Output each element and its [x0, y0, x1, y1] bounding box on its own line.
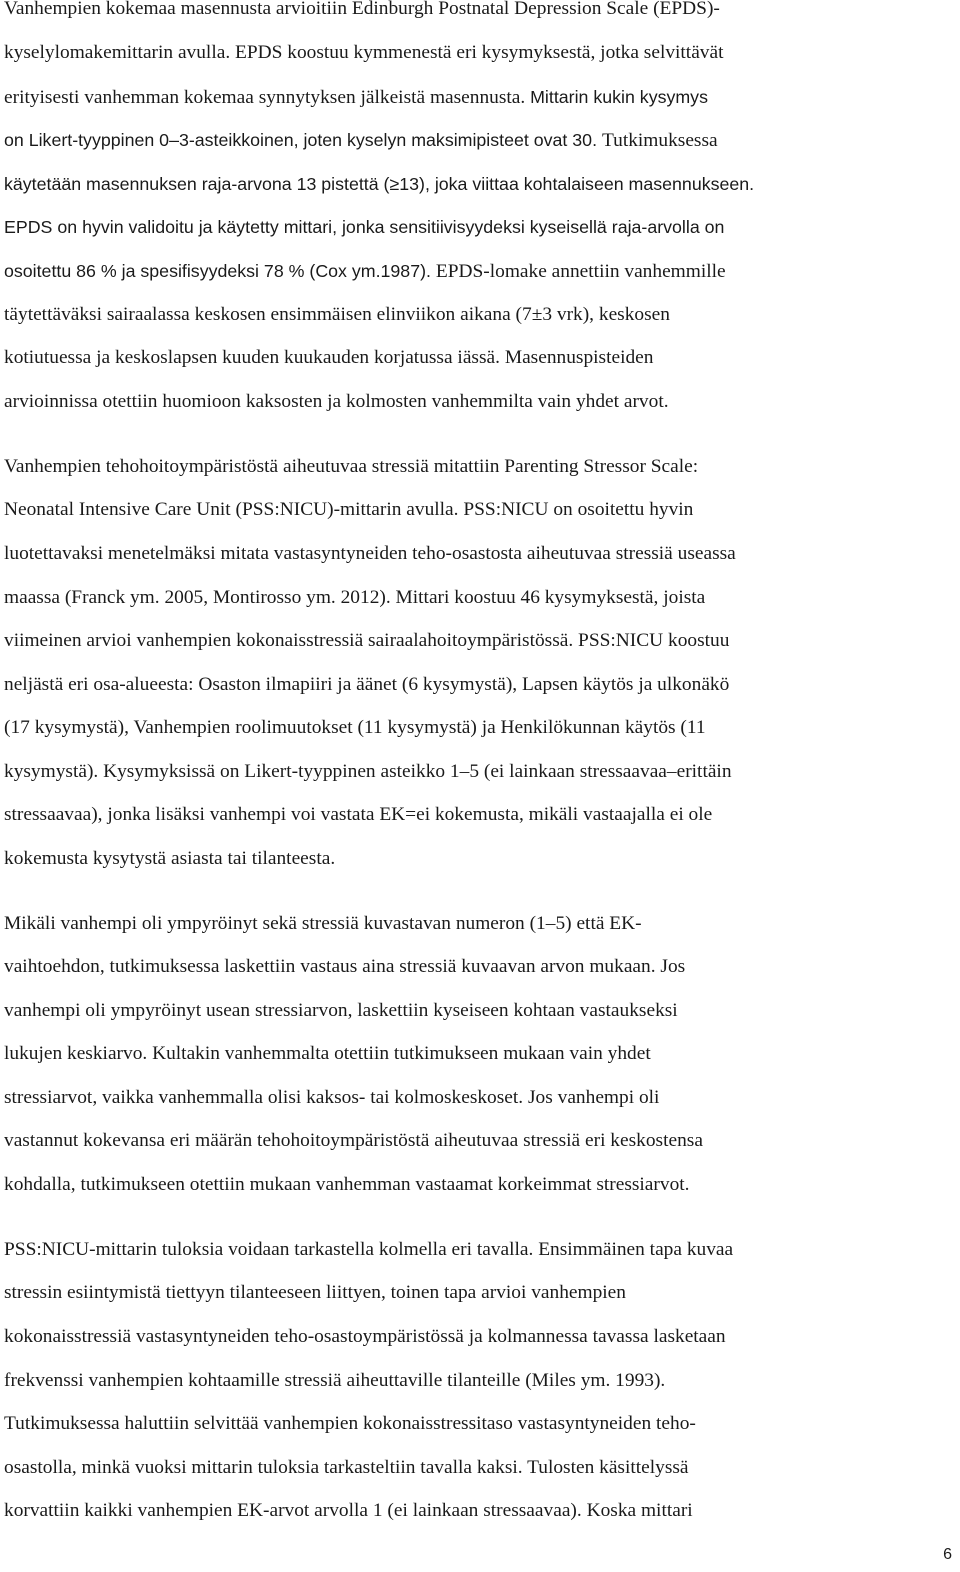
text-line [4, 454, 698, 480]
text-segment: Vanhempien kokemaa masennusta arvioitiin Edinburgh Postnatal Depression Scale (EPDS)- [4, 0, 720, 19]
text-segment: erityisesti vanhemman kokemaa synnytyksen jälkeistä masennusta. [4, 87, 531, 108]
text-line [4, 541, 736, 567]
text-segment: EPDS-lomake annettiin vanhemmille [435, 261, 726, 282]
text-line [4, 759, 732, 785]
text-line [4, 127, 718, 154]
text-line [4, 585, 705, 611]
page-number: 6 [943, 1546, 952, 1563]
text-segment: stressin esiintymistä tiettyyn tilanteeseen liittyen, toinen tapa arvioi vanhempien [4, 1282, 626, 1303]
text-segment: osastolla, minkä vuoksi mittarin tuloksia tarkasteltiin tavalla kaksi. Tulosten käsittelyssä [4, 1457, 689, 1478]
text-segment: käytetään masennuksen raja-arvona 13 pistettä (≥13), joka viittaa kohtalaiseen masennukseen. [4, 174, 755, 194]
text-line [4, 672, 729, 698]
text-segment: EPDS on hyvin validoitu ja käytetty mittari, jonka sensitiivisyydeksi kyseisellä raja-arvolla on [4, 217, 725, 237]
text-line [4, 497, 693, 523]
text-segment: PSS:NICU-mittarin tuloksia voidaan tarkastella kolmella eri tavalla. Ensimmäinen tapa kuvaa [4, 1239, 734, 1260]
text-segment: lukujen keskiarvo. Kultakin vanhemmalta otettiin tutkimukseen mukaan vain yhdet [4, 1043, 651, 1064]
text-line [4, 0, 720, 22]
text-segment: kokemusta kysytystä asiasta tai tilanteesta. [4, 848, 336, 869]
text-segment: vastannut kokevansa eri määrän tehohoitoympäristöstä aiheutuvaa stressiä eri keskostensa [4, 1130, 703, 1151]
text-segment: kokonaisstressiä vastasyntyneiden teho-osastoympäristössä ja kolmannessa tavassa lasketaan [4, 1326, 726, 1347]
text-segment: vanhempi oli ympyröinyt usean stressiarvon, laskettiin kyseiseen kohtaan vastaukseksi [4, 1000, 678, 1021]
text-segment: kyselylomakemittarin avulla. EPDS koostuu kymmenestä eri kysymyksestä, jotka selvittävät [4, 42, 724, 63]
text-segment: maassa (Franck ym. 2005, Montirosso ym. 2012). Mittari koostuu 46 kysymyksestä, joista [4, 587, 706, 608]
text-line [4, 998, 678, 1024]
text-line [4, 84, 708, 111]
text-line [4, 628, 729, 654]
text-segment: osoitettu 86 % ja spesifisyydeksi 78 % (Cox ym.1987). [4, 261, 436, 281]
text-line [4, 258, 726, 285]
text-line [4, 389, 669, 415]
text-segment: korvattiin kaikki vanhempien EK-arvot arvolla 1 (ei lainkaan stressaavaa). Koska mittari [4, 1500, 693, 1521]
text-segment: (17 kysymystä), Vanhempien roolimuutokset (11 kysymystä) ja Henkilökunnan käytös (11 [4, 717, 706, 738]
text-segment: vaihtoehdon, tutkimuksessa laskettiin vastaus aina stressiä kuvaavan arvon mukaan. Jos [4, 956, 686, 977]
text-line [4, 954, 685, 980]
text-segment: kohdalla, tutkimukseen otettiin mukaan vanhemman vastaamat korkeimmat stressiarvot. [4, 1174, 690, 1195]
text-segment: kotiutuessa ja keskoslapsen kuuden kuukauden korjatussa iässä. Masennuspisteiden [4, 347, 654, 368]
text-line [4, 214, 724, 241]
text-segment: on Likert-tyyppinen 0–3-asteikkoinen, joten kyselyn maksimipisteet ovat 30. [4, 130, 602, 150]
text-line [4, 1128, 703, 1154]
text-line [4, 911, 642, 937]
text-line [4, 345, 653, 371]
text-segment: Tutkimuksessa haluttiin selvittää vanhempien kokonaisstressitaso vastasyntyneiden teho- [4, 1413, 696, 1434]
text-line [4, 302, 670, 328]
text-segment: viimeinen arvioi vanhempien kokonaisstressiä sairaalahoitoympäristössä. PSS:NICU koostuu [4, 630, 730, 651]
text-line [4, 1085, 659, 1111]
text-line [4, 40, 724, 66]
text-line [4, 846, 335, 872]
text-line [4, 1041, 651, 1067]
text-segment: stressiarvot, vaikka vanhemmalla olisi kaksos- tai kolmoskeskoset. Jos vanhempi oli [4, 1087, 660, 1108]
text-line [4, 171, 754, 198]
text-segment: luotettavaksi menetelmäksi mitata vastasyntyneiden teho-osastosta aiheutuvaa stressiä useassa [4, 543, 736, 564]
text-segment: Mittarin kukin kysymys [530, 87, 708, 107]
text-line [4, 1455, 689, 1481]
text-segment: täytettäväksi sairaalassa keskosen ensimmäisen elinviikon aikana (7±3 vrk), keskosen [4, 304, 670, 325]
text-segment: Tutkimuksessa [601, 130, 718, 151]
text-segment: Vanhempien tehohoitoympäristöstä aiheutuvaa stressiä mitattiin Parenting Stressor Scale: [4, 456, 699, 477]
text-line [4, 1368, 665, 1394]
text-segment: Neonatal Intensive Care Unit (PSS:NICU)-mittarin avulla. PSS:NICU on osoitettu hyvin [4, 499, 694, 520]
text-segment: arvioinnissa otettiin huomioon kaksosten ja kolmosten vanhemmilta vain yhdet arvot. [4, 391, 669, 412]
text-segment: kysymystä). Kysymyksissä on Likert-tyyppinen asteikko 1–5 (ei lainkaan stressaavaa–erittäin [4, 761, 732, 782]
text-line [4, 1411, 696, 1437]
text-line [4, 1324, 726, 1350]
text-line [4, 1498, 693, 1524]
text-line [4, 1280, 626, 1306]
text-line [4, 1172, 690, 1198]
text-line [4, 1237, 733, 1263]
text-segment: frekvenssi vanhempien kohtaamille stressiä aiheuttaville tilanteille (Miles ym. 1993). [4, 1370, 666, 1391]
text-line [4, 715, 706, 741]
text-line [4, 802, 712, 828]
text-segment: neljästä eri osa-alueesta: Osaston ilmapiiri ja äänet (6 kysymystä), Lapsen käytös ja ulkonäkö [4, 674, 730, 695]
text-segment: Mikäli vanhempi oli ympyröinyt sekä stressiä kuvastavan numeron (1–5) että EK- [4, 913, 642, 934]
text-segment: stressaavaa), jonka lisäksi vanhempi voi vastata EK=ei kokemusta, mikäli vastaajalla ei ole [4, 804, 713, 825]
